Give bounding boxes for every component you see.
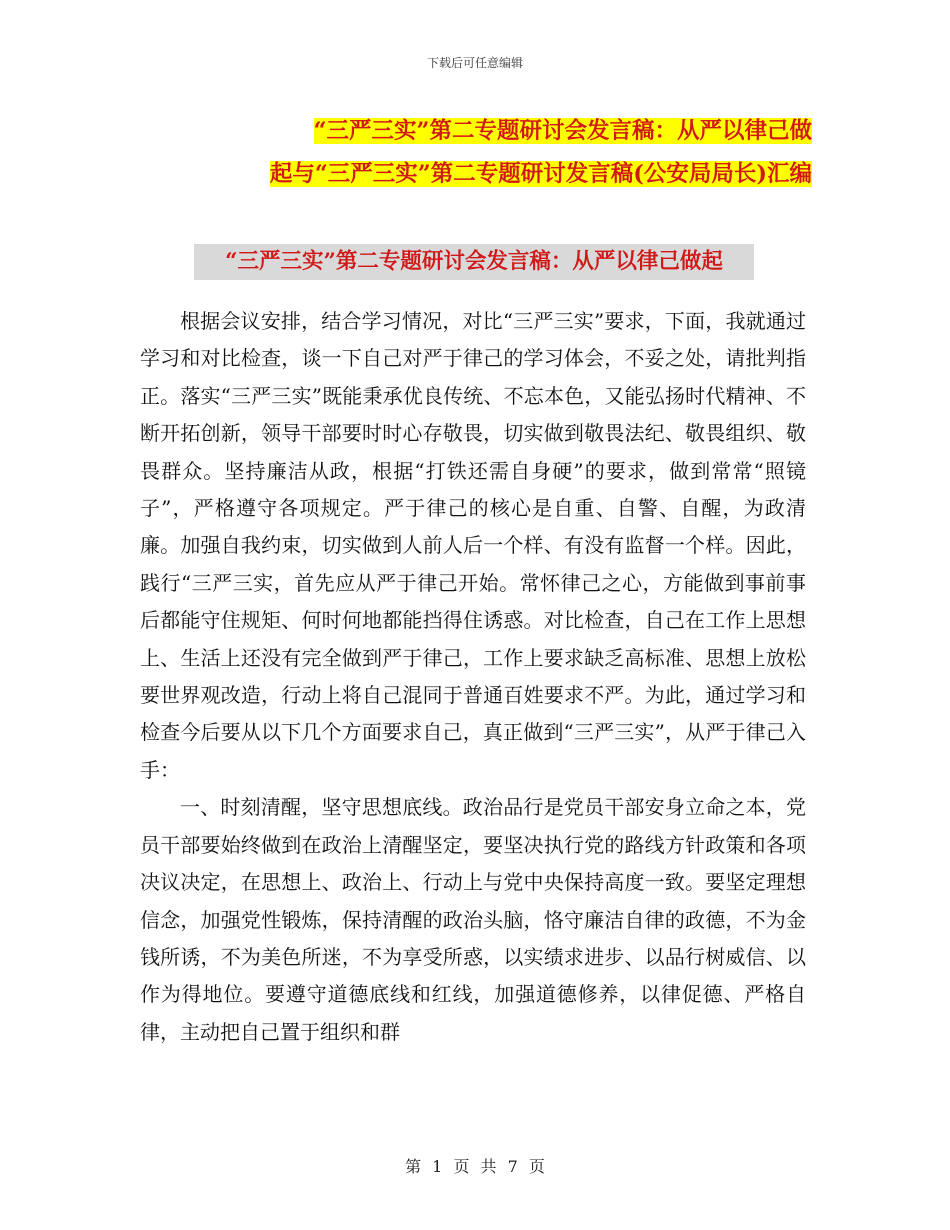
section-heading: “三严三实”第二专题研讨会发言稿：从严以律己做起 [194, 244, 754, 280]
document-title-line-1 [140, 111, 812, 151]
document-body [140, 303, 806, 1051]
title-line-2-text: 起与“三严三实”第二专题研讨发言稿(公安局局长)汇编 [269, 161, 812, 187]
body-paragraph: 一、时刻清醒，坚守思想底线。政治品行是党员干部安身立命之本，党员干部要始终做到在政治上清醒坚定，要坚决执行党的路线方针政策和各项决议决定，在思想上、政治上、行动上与党中央保持高度一致。要坚定理想信念，加强党性锻炼，保持清醒的政治头脑，恪守廉洁自律的政德，不为金钱所诱，不为美色所迷，不为享受所惑，以实绩求进步、以品行树威信、以作为得地位。要遵守道德底线和红线，加强道德修养，以律促德、严格自律，主动把自己置于组织和群 [140, 795, 806, 1044]
page-header: 下载后可任意编辑 [426, 56, 523, 70]
document-title-line-2 [140, 154, 812, 194]
body-paragraph: 根据会议安排，结合学习情况，对比“三严三实”要求，下面，我就通过学习和对比检查，谈一下自己对严于律己的学习体会，不妥之处，请批判指正。落实“三严三实”既能秉承优良传统、不忘本色，又能弘扬时代精神、不断开拓创新，领导干部要时时心存敬畏，切实做到敬畏法纪、敬畏组织、敬畏群众。坚持廉洁从政，根据“打铁还需自身硬”的要求，做到常常“照镜子”，严格遵守各项规定。严于律己的核心是自重、自警、自醒，为政清廉。加强自我约束，切实做到人前人后一个样、有没有监督一个样。因此，践行“三严三实，首先应从严于律己开始。常怀律己之心，方能做到事前事后都能守住规矩、何时何地都能挡得住诱惑。对比检查，自己在工作上思想上、生活上还没有完全做到严于律己，工作上要求缺乏高标准、思想上放松要世界观改造，行动上将自己混同于普通百姓要求不严。为此，通过学习和检查今后要从以下几个方面要求自己，真正做到“三严三实”，从严于律己入手： [140, 309, 806, 782]
page-footer: 第 1 页 共 7 页 [405, 1157, 545, 1176]
title-line-1-text: “三严三实”第二专题研讨会发言稿：从严以律己做 [313, 118, 812, 144]
